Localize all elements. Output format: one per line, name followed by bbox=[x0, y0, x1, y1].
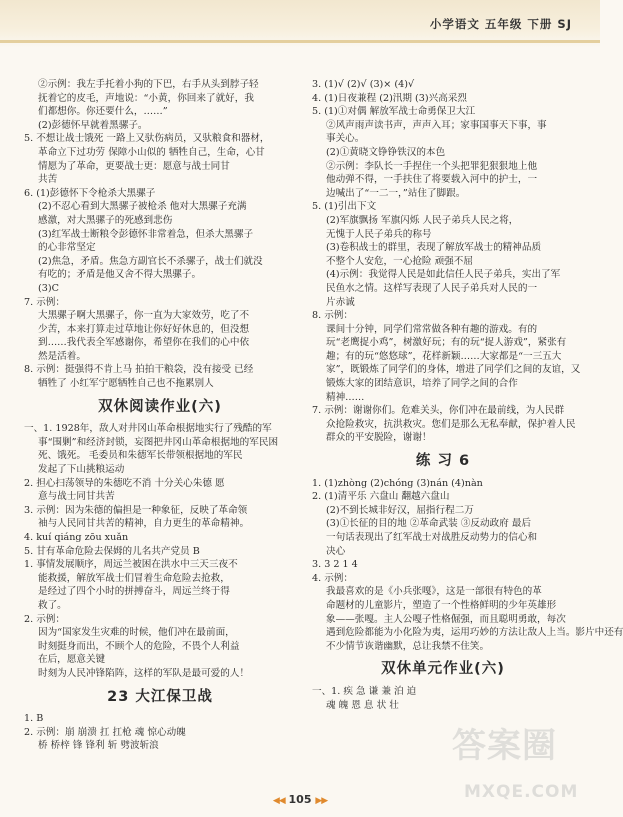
text-line: 事关心。 bbox=[326, 133, 365, 145]
text-line: ②示例：我左手托着小狗的下巴，右手从头到脖子轻 bbox=[38, 79, 259, 90]
text-line: 一句话表现出了红军战士对战胜反动势力的信心和 bbox=[326, 532, 538, 543]
text-line: 他动弹不得，一手扶住了将要载入河中的护士，一 bbox=[326, 174, 538, 186]
section-title-weekend-unit: 双休单元作业(六) bbox=[381, 661, 505, 678]
text-line: 革命立下过功劳 保障小山似的 牺牲自己，生命，心甘 bbox=[38, 146, 265, 158]
weekend-unit-lines bbox=[312, 685, 574, 712]
text-line: 边喊出了“一二一，”站住了脚跟。 bbox=[326, 187, 466, 199]
text-line: 感激，对大黑骡子的死感到悲伤 bbox=[38, 214, 173, 226]
right-answer-lines bbox=[312, 78, 581, 445]
text-line: (2)①黄晓文铮铮铁汉的本色 bbox=[326, 146, 446, 158]
page-number: 105 bbox=[288, 793, 312, 806]
text-line: 1. B bbox=[24, 713, 44, 725]
text-line: 因为“国家发生灾难的时候，他们冲在最前面， bbox=[38, 627, 235, 639]
left-column bbox=[24, 78, 296, 753]
watermark-url: MXQE.COM bbox=[464, 782, 579, 802]
text-line: 的心非常坚定 bbox=[38, 242, 96, 254]
next-arrows-icon: ▶▶ bbox=[315, 796, 328, 806]
watermark-text: 答案圈 bbox=[452, 726, 557, 766]
prev-arrows-icon: ◀◀ bbox=[272, 796, 285, 806]
text-line: 不整个人安危，一心抢险 顽强不屈 bbox=[326, 255, 473, 267]
text-line: 3. 3 2 1 4 bbox=[312, 559, 358, 571]
text-line: (2)不到长城非好汉，屈指行程二万 bbox=[326, 504, 474, 516]
section-title-reading-homework: 双休阅读作业(六) bbox=[98, 398, 222, 415]
text-line: 7. 示例：谢谢你们。危难关头，你们冲在最前线，为人民群 bbox=[312, 405, 565, 417]
text-line: 命题材的儿童影片，塑造了一个性格鲜明的少年英雄形 bbox=[326, 599, 557, 611]
text-line: 3. (1)√ (2)√ (3)× (4)√ bbox=[312, 79, 415, 90]
text-line: 死、饿死。 毛委员和朱德军长带领根据地的军民 bbox=[38, 450, 243, 462]
text-line: (2)军旗飘扬 军旗闪烁 人民子弟兵人民之将， bbox=[326, 214, 519, 226]
text-line: 魂 魄 恩 息 状 壮 bbox=[326, 699, 399, 711]
header-title: 小学语文 五年级 下册 SJ bbox=[429, 17, 572, 31]
watermark-logo bbox=[452, 726, 592, 812]
text-line: 桥 桥梓 锋 锋利 斩 劈波斩浪 bbox=[38, 740, 159, 752]
text-line: (3)①长征的目的地 ②革命武装 ③反动政府 最后 bbox=[326, 518, 532, 530]
left-answer-lines bbox=[24, 78, 296, 391]
text-line: 课间十分钟，同学们常常做各种有趣的游戏。有的 bbox=[326, 323, 538, 335]
text-line: 片赤诚 bbox=[326, 296, 355, 308]
text-line: 不少情节诙谐幽默，总让我禁不住笑。 bbox=[326, 640, 490, 652]
reading-homework-lines bbox=[24, 422, 296, 680]
lesson-23-lines bbox=[24, 712, 296, 753]
text-line: 众抢险救灾，抗洪救灾。您们是那么无私奉献，保护着人民 bbox=[326, 418, 576, 430]
text-line: 4. 示例： bbox=[312, 572, 353, 584]
text-line: 7. 示例： bbox=[24, 296, 65, 308]
text-line: 群众的平安脱险，谢谢！ bbox=[326, 432, 432, 444]
text-line: 锻炼大家的团结意识，培养了同学之间的合作 bbox=[326, 378, 518, 390]
text-line: (3)卷积战士的群里，表现了解放军战士的精神品质 bbox=[326, 242, 542, 254]
exercise-6-lines bbox=[312, 477, 623, 654]
text-line: 2. 示例： bbox=[24, 613, 65, 625]
text-line: 2. (1)清平乐 六盘山 翻越六盘山 bbox=[312, 491, 450, 503]
text-line: 意与战士同甘共苦 bbox=[38, 491, 115, 503]
text-line: 玩“老鹰捉小鸡”，树激好玩；有的玩“捉人游戏”，紧张有 bbox=[326, 337, 567, 349]
text-line: 4. (1)日夜兼程 (2)汛期 (3)兴高采烈 bbox=[312, 92, 468, 104]
text-line: 发起了下山挑粮运动 bbox=[38, 464, 125, 476]
text-line: 5. (1)①对偶 解放军战士命勇保卫大江 bbox=[312, 106, 476, 118]
text-line: 家”，既锻炼了同学们的身体，增进了同学们之间的友谊，又 bbox=[326, 364, 581, 376]
text-line: 2. 示例：崩 崩溃 扛 扛枪 魂 惊心动魄 bbox=[24, 726, 186, 738]
text-line: 到……我代表全军感谢你，希望你在我们的心中依 bbox=[38, 337, 250, 349]
text-line: 少苦，本来打算走过草地让你好好休息的，但没想 bbox=[38, 323, 250, 335]
text-line: 遇到危险都能为小化险为夷，运用巧妙的方法让敌人上当。影片中还有 bbox=[326, 627, 623, 639]
text-line: 袖与人民同甘共苦的精神，自力更生的革命精神。 bbox=[38, 518, 250, 530]
text-line: 5. (1)引出下文 bbox=[312, 201, 377, 213]
text-line: 共苦 bbox=[38, 174, 58, 186]
text-line: 有吃的；矛盾是他又舍不得大黑骡子。 bbox=[38, 269, 202, 281]
text-line: 决心 bbox=[326, 545, 346, 557]
text-line: 一、1. 疾 急 谦 兼 泊 迫 bbox=[312, 685, 417, 697]
text-line: 2. 担心扫荡领导的朱德吃不消 十分关心朱德 愿 bbox=[24, 477, 225, 489]
text-line: ②风声雨声读书声，声声入耳；家事国事天下事，事 bbox=[326, 119, 547, 131]
text-line: 时刻为人民冲锋陷阵，这样的军队是最可爱的人！ bbox=[38, 667, 250, 679]
text-line: 6. (1)彭德怀下令枪杀大黑骡子 bbox=[24, 187, 156, 199]
text-line: (3)C bbox=[38, 282, 59, 294]
text-line: 5. 甘有革命危险去保姆的儿名共产党员 B bbox=[24, 545, 200, 557]
header-divider bbox=[0, 40, 600, 43]
text-line: 无愧于人民子弟兵的称号 bbox=[326, 228, 432, 240]
right-column bbox=[312, 78, 623, 712]
text-line: 5. 不想让战士饿死 一路上又驮伤病员，又驮粮食和器材， bbox=[24, 133, 270, 145]
text-line: 情愿为了革命，更要战士更：愿意与战士同甘 bbox=[38, 160, 230, 172]
text-line: 4. kuí qiáng zōu xuǎn bbox=[24, 532, 129, 543]
text-line: 精神…… bbox=[326, 391, 365, 403]
section-title-exercise-6: 练 习 6 bbox=[415, 453, 471, 470]
text-line: 牺牲了 小红军宁愿牺牲自己也不拖累别人 bbox=[38, 378, 214, 390]
text-line: 是经过了四个小时的拼搏奋斗，周远兰终于得 bbox=[38, 586, 230, 598]
text-line: 时刻挺身而出，不顾个人的危险，不畏个人利益 bbox=[38, 640, 240, 652]
text-line: 1. 事情发展顺序，周远兰被困在洪水中三天三夜不 bbox=[24, 559, 238, 571]
text-line: 3. 示例：因为朱德的偏担是一种象征，反映了革命领 bbox=[24, 504, 248, 516]
text-line: 8. 示例： bbox=[312, 310, 353, 322]
text-line: 民鱼水之情。这样写表现了人民子弟兵对人民的一 bbox=[326, 282, 538, 294]
text-line: 事“围剿”和经济封锁，妄图把井冈山革命根据地的军民困 bbox=[38, 436, 279, 448]
text-line: 然是活着。 bbox=[38, 350, 86, 362]
text-line: (2)彭德怀早就着黑骡子。 bbox=[38, 119, 148, 131]
text-line: 象——张嘎。主人公嘎子性格倔强，而且聪明勇敢，每次 bbox=[326, 613, 566, 625]
text-line: 救了。 bbox=[38, 599, 67, 611]
text-line: 在后，愿意关键 bbox=[38, 654, 106, 666]
text-line: 趣；有的玩“悠悠球”，花样新颖……大家都是“一三五大 bbox=[326, 350, 562, 362]
text-line: (2)焦急，矛盾。焦急方副官长不杀骡子，战士们就没 bbox=[38, 255, 263, 267]
text-line: 我最喜欢的是《小兵张嘎》，这是一部很有特色的革 bbox=[326, 586, 542, 598]
section-title-lesson-23: 23 大江保卫战 bbox=[107, 688, 213, 705]
text-line: 8. 示例：挺强得不肯上马 拍拍干粮袋，没有接受 已经 bbox=[24, 364, 254, 376]
text-line: 能救援，解放军战士们冒着生命危险去抢救， bbox=[38, 572, 230, 584]
text-line: 大黑骡子啊大黑骡子，你一直为大家效劳，吃了不 bbox=[38, 310, 250, 322]
text-line: 1. (1)zhòng (2)chóng (3)nán (4)nàn bbox=[312, 477, 483, 489]
text-line: (4)示例：我觉得人民是如此信任人民子弟兵，实出了军 bbox=[326, 269, 561, 281]
text-line: 抚着它的皮毛，声地说：“小黄，你回来了就好，我 bbox=[38, 92, 254, 104]
text-line: (2)不忍心看到大黑骡子被枪杀 他对大黑骡子充满 bbox=[38, 201, 247, 213]
text-line: (3)红军战士断粮令彭德怀非常着急，但杀大黑骡子 bbox=[38, 228, 254, 240]
text-line: 一、1. 1928年，敌人对井冈山革命根据地实行了残酷的军 bbox=[24, 423, 272, 435]
text-line: ②示例：李队长一手捏住一个头把罪犯狠狠地上他 bbox=[326, 160, 538, 172]
text-line: 们都想你。你还要什么，……” bbox=[38, 106, 168, 118]
